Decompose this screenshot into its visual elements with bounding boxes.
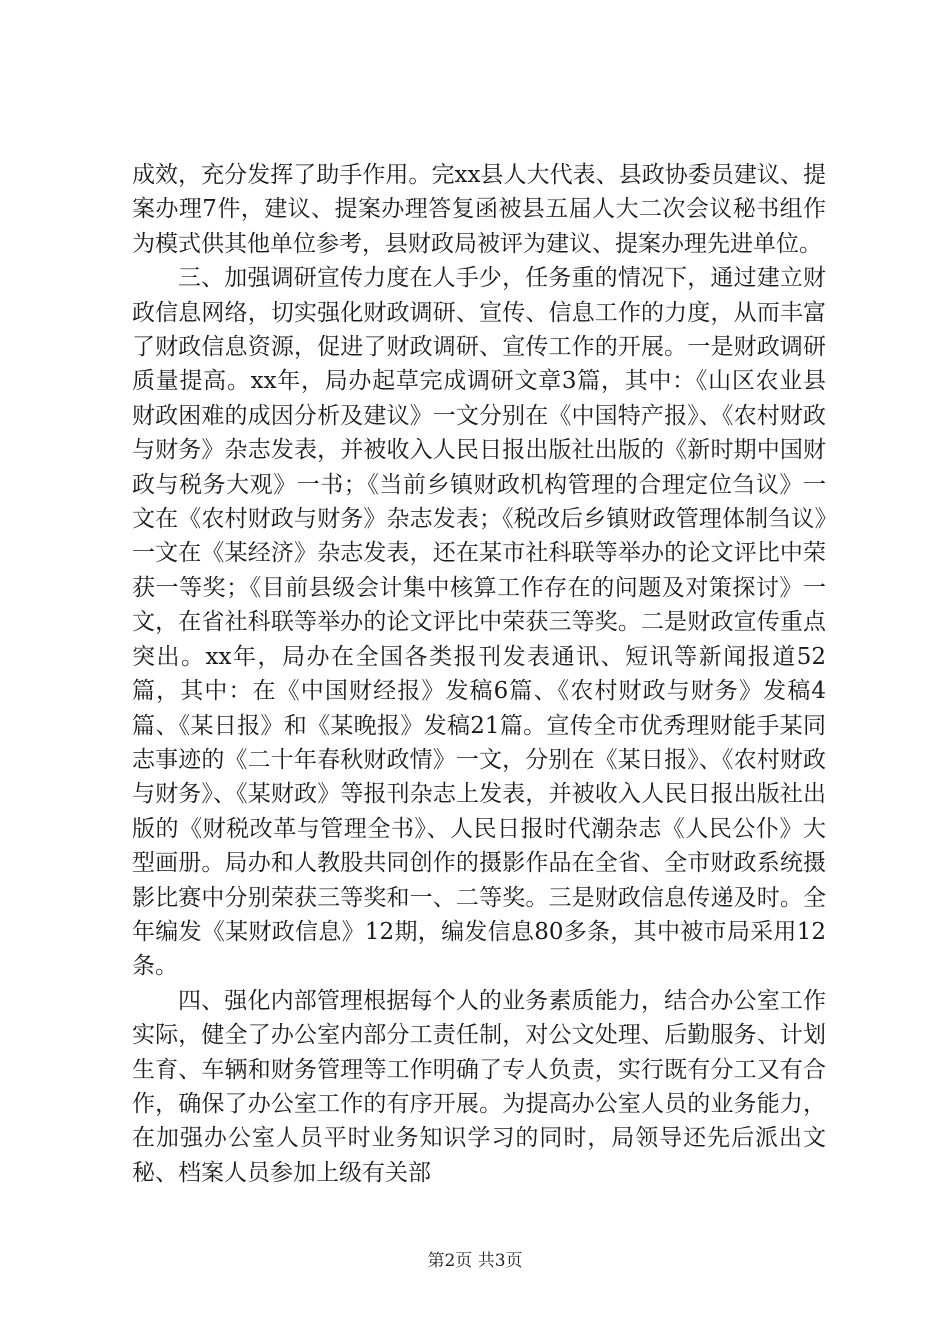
- paragraph-internal-management: 四、强化内部管理根据每个人的业务素质能力，结合办公室工作实际，健全了办公室内部分工责任制，对公文处理、后勤服务、计划生育、车辆和财务管理等工作明确了专人负责，实行既有分工又有合作，确保了办公室工作的有序开展。为提高办公室人员的业务能力，在加强办公室人员平时业务知识学习的同时，局领导还先后派出文秘、档案人员参加上级有关部: [132, 987, 826, 1186]
- paragraph-continuation: 成效，充分发挥了助手作用。完xx县人大代表、县政协委员建议、提案办理7件，建议、提案办理答复函被县五届人大二次会议秘书组作为模式供其他单位参考，县财政局被评为建议、提案办理先进单位。: [132, 162, 826, 257]
- paragraph-research-publicity: 三、加强调研宣传力度在人手少，任务重的情况下，通过建立财政信息网络，切实强化财政调研、宣传、信息工作的力度，从而丰富了财政信息资源，促进了财政调研、宣传工作的开展。一是财政调研质量提高。xx年，局办起草完成调研文章3篇，其中：《山区农业县财政困难的成因分析及建议》一文分别在《中国特产报》、《农村财政与财务》杂志发表，并被收入人民日报出版社出版的《新时期中国财政与税务大观》一书；《当前乡镇财政机构管理的合理定位刍议》一文在《农村财政与财务》杂志发表；《税改后乡镇财政管理体制刍议》一文在《某经济》杂志发表，还在某市社科联等举办的论文评比中荣获一等奖；《目前县级会计集中核算工作存在的问题及对策探讨》一文，在省社科联等举办的论文评比中荣获三等奖。二是财政宣传重点突出。xx年，局办在全国各类报刊发表通讯、短讯等新闻报道52篇，其中：在《中国财经报》发稿6篇、《农村财政与财务》发稿4篇、《某日报》和《某晚报》发稿21篇。宣传全市优秀理财能手某同志事迹的《二十年春秋财政情》一文，分别在《某日报》、《农村财政与财务》、《某财政》等报刊杂志上发表，并被收入人民日报出版社出版的《财税改革与管理全书》、人民日报时代潮杂志《人民公仆》大型画册。局办和人教股共同创作的摄影作品在全省、全市财政系统摄影比赛中分别荣获三等奖和一、二等奖。三是财政信息传递及时。全年编发《某财政信息》12期，编发信息80多条，其中被市局采用12条。: [132, 265, 826, 980]
- document-body: [132, 158, 826, 1190]
- page-number-footer: 第2页 共3页: [427, 1251, 523, 1271]
